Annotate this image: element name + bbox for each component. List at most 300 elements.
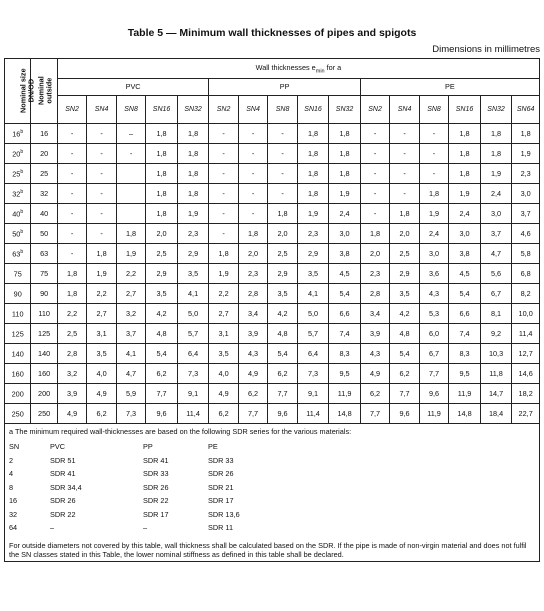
table-row [5,284,540,304]
thickness-cell: 4,0 [87,364,116,384]
thickness-cell: 2,9 [297,244,329,264]
thickness-cell: 1,8 [177,124,209,144]
nominal-size-cell: 20$^b$ [5,144,31,164]
wall-thickness-table [4,58,540,562]
thickness-cell: 1,8 [449,124,481,144]
thickness-cell: 2,2 [57,304,86,324]
outside-diameter-cell: 250 [31,404,57,424]
sdr-row [9,521,288,535]
thickness-cell: 2,9 [146,264,178,284]
sn-header-pe-sn16: SN16 [449,95,481,123]
thickness-cell: 2,3 [297,224,329,244]
thickness-cell: 1,8 [297,144,329,164]
sn-header-pp-sn4: SN4 [238,95,267,123]
nominal-size-cell: 16$^b$ [5,124,31,144]
thickness-cell: 3,5 [87,344,116,364]
thickness-cell: 6,2 [268,364,297,384]
thickness-cell: - [87,224,116,244]
thickness-cell: - [57,204,86,224]
table-row [5,164,540,184]
thickness-cell: - [360,164,389,184]
sdr-row [9,454,288,468]
thickness-cell: 11,9 [419,404,448,424]
nominal-size-cell: 50$^b$ [5,224,31,244]
sdr-cell: PE [208,442,218,452]
thickness-cell: 7,7 [268,384,297,404]
thickness-cell: 2,9 [268,264,297,284]
thickness-cell: 1,9 [297,204,329,224]
thickness-cell: 4,8 [390,324,419,344]
nominal-size-cell: 125 [5,324,31,344]
thickness-cell: 4,9 [209,384,238,404]
outside-diameter-cell: 50 [31,224,57,244]
thickness-cell: 1,8 [146,164,178,184]
thickness-cell: 1,8 [449,164,481,184]
table-row [5,304,540,324]
thickness-cell: 2,3 [238,264,267,284]
sn-header-pp-sn8: SN8 [268,95,297,123]
sdr-row [9,508,288,522]
thickness-cell: 1,8 [390,204,419,224]
sdr-cell: 16 [9,496,18,506]
thickness-cell: 1,9 [419,204,448,224]
nominal-size-cell: 140 [5,344,31,364]
thickness-cell: 2,4 [329,204,361,224]
thickness-cell: 9,5 [329,364,361,384]
thickness-cell: - [87,204,116,224]
thickness-cell: - [268,124,297,144]
thickness-cell: 6,2 [360,384,389,404]
thickness-cell: - [419,144,448,164]
thickness-cell: 4,7 [116,364,145,384]
thickness-cell: 3,4 [238,304,267,324]
footnote-a: a The minimum required wall-thicknesses are based on the following SDR series for the various materials: [9,427,352,436]
sdr-cell: SDR 33 [208,455,234,465]
sdr-cell: – [143,523,148,533]
outside-diameter-cell: 40 [31,204,57,224]
thickness-cell: 5,0 [297,304,329,324]
thickness-cell: 5,0 [177,304,209,324]
thickness-cell [116,204,145,224]
thickness-cell: 9,2 [480,324,512,344]
thickness-cell: 2,0 [360,244,389,264]
thickness-cell: 5,7 [297,324,329,344]
thickness-cell: 1,9 [329,184,361,204]
thickness-cell: 11,9 [329,384,361,404]
thickness-cell: 1,8 [480,144,512,164]
thickness-cell: - [57,164,86,184]
thickness-cell: - [87,144,116,164]
thickness-cell: - [238,184,267,204]
sdr-cell: SDR 17 [143,509,169,519]
thickness-cell: 8,1 [480,304,512,324]
thickness-cell: 2,8 [238,284,267,304]
thickness-cell: 11,9 [449,384,481,404]
thickness-cell: 1,8 [419,184,448,204]
table-body [5,124,540,424]
thickness-cell: 4,1 [297,284,329,304]
thickness-cell: 9,1 [297,384,329,404]
thickness-cell: 3,0 [449,224,481,244]
thickness-cell: 7,7 [238,404,267,424]
footnote-text: For outside diameters not covered by this table, wall thickness shall be calculated based on the SDR. If the pipe is made of non-virgin material and does not fulfil the SN classes stated in this Table, the lower nominal stiffness as defined in this table shall be declared. [9,540,527,559]
thickness-cell: 4,9 [87,384,116,404]
sdr-cell: 2 [9,455,14,465]
thickness-cell: - [209,224,238,244]
thickness-cell: – [116,124,145,144]
thickness-cell: - [268,164,297,184]
thickness-cell: 5,4 [268,344,297,364]
sn-header-pvc-sn32: SN32 [177,95,209,123]
thickness-cell: - [419,164,448,184]
thickness-cell: 1,8 [146,204,178,224]
thickness-cell: 1,9 [512,144,540,164]
sn-header-pe-sn8: SN8 [419,95,448,123]
thickness-cell: 2,8 [360,284,389,304]
nominal-size-cell: 200 [5,384,31,404]
thickness-cell: 5,3 [419,304,448,324]
thickness-cell: 9,6 [146,404,178,424]
nominal-size-cell: 32$^b$ [5,184,31,204]
thickness-cell: 5,4 [449,284,481,304]
sdr-cell: 4 [9,469,14,479]
nominal-size-cell: 75 [5,264,31,284]
thickness-cell: 5,4 [146,344,178,364]
thickness-cell: 11,4 [297,404,329,424]
nominal-outside-header: Nominal outside [31,59,57,124]
thickness-cell: 4,7 [480,244,512,264]
thickness-cell: 1,8 [116,224,145,244]
thickness-cell: 3,9 [57,384,86,404]
thickness-cell: 5,8 [512,244,540,264]
sdr-series-table [9,440,288,535]
sdr-cell: SDR 13,6 [208,509,240,519]
thickness-cell: 7,7 [419,364,448,384]
thickness-cell: 11,4 [177,404,209,424]
thickness-cell: 11,8 [480,364,512,384]
thickness-cell: 1,8 [177,184,209,204]
material-header-pvc: PVC [57,78,208,95]
sn-header-pe-sn4: SN4 [390,95,419,123]
thickness-cell: 1,9 [87,264,116,284]
table-row [5,344,540,364]
thickness-cell: 22,7 [512,404,540,424]
thickness-cell: 1,8 [329,124,361,144]
sn-header-pvc-sn2: SN2 [57,95,86,123]
thickness-cell: 2,3 [360,264,389,284]
thickness-cell: 3,2 [116,304,145,324]
outside-diameter-cell: 25 [31,164,57,184]
outside-diameter-cell: 125 [31,324,57,344]
thickness-cell: 3,8 [329,244,361,264]
wall-thickness-header: Wall thicknesses $e_{min}$ for a [57,59,539,79]
sdr-cell: SDR 17 [208,496,234,506]
thickness-cell: 2,5 [390,244,419,264]
sdr-cell: SDR 21 [208,482,234,492]
thickness-cell: 8,3 [329,344,361,364]
thickness-cell: 2,8 [57,344,86,364]
thickness-cell: 1,9 [116,244,145,264]
thickness-cell: 1,8 [57,284,86,304]
thickness-cell: 18,4 [480,404,512,424]
thickness-cell: 6,7 [419,344,448,364]
thickness-cell: - [57,144,86,164]
sdr-row [9,481,288,495]
thickness-cell: 2,4 [449,204,481,224]
thickness-cell: 3,0 [512,184,540,204]
nominal-size-cell: 40$^b$ [5,204,31,224]
thickness-cell: 18,2 [512,384,540,404]
table-row [5,264,540,284]
thickness-cell: 1,8 [209,244,238,264]
thickness-cell: 2,5 [146,244,178,264]
table-row [5,204,540,224]
thickness-cell: 2,9 [390,264,419,284]
thickness-cell: 4,5 [329,264,361,284]
thickness-cell: 4,8 [268,324,297,344]
sdr-cell: SDR 26 [208,469,234,479]
thickness-cell: 2,3 [512,164,540,184]
thickness-cell: 1,8 [146,184,178,204]
sdr-cell: PVC [50,442,66,452]
thickness-cell: 3,0 [419,244,448,264]
thickness-cell: 1,8 [177,164,209,184]
thickness-cell: - [419,124,448,144]
thickness-cell: 1,9 [209,264,238,284]
thickness-cell: - [390,124,419,144]
sdr-cell: 32 [9,509,18,519]
sdr-cell: SDR 11 [208,523,234,533]
thickness-cell: 3,4 [360,304,389,324]
thickness-cell: - [209,164,238,184]
thickness-cell: - [268,184,297,204]
thickness-cell: 3,7 [480,224,512,244]
thickness-cell: 10,0 [512,304,540,324]
nominal-size-cell: 25$^b$ [5,164,31,184]
thickness-cell: 3,9 [238,324,267,344]
thickness-cell: 9,6 [419,384,448,404]
thickness-cell: 2,5 [268,244,297,264]
sn-header-pe-sn64: SN64 [512,95,540,123]
sdr-cell: SDR 34,4 [50,482,82,492]
thickness-cell: 1,8 [297,164,329,184]
thickness-cell: 4,1 [116,344,145,364]
thickness-cell: 2,4 [480,184,512,204]
thickness-cell: 7,4 [449,324,481,344]
thickness-cell: 2,2 [116,264,145,284]
thickness-cell: 8,3 [449,344,481,364]
table-title: Table 5 — Minimum wall thicknesses of pipes and spigots [127,27,417,39]
thickness-cell: 2,7 [87,304,116,324]
thickness-cell: 4,9 [360,364,389,384]
thickness-cell: 6,2 [87,404,116,424]
sdr-cell: 8 [9,482,14,492]
thickness-cell: 7,7 [390,384,419,404]
thickness-cell: 4,3 [360,344,389,364]
thickness-cell: 4,2 [268,304,297,324]
thickness-cell: 9,6 [268,404,297,424]
table-row [5,404,540,424]
thickness-cell: 2,0 [238,244,267,264]
table-notes [5,424,540,562]
thickness-cell: 2,7 [209,304,238,324]
thickness-cell: - [209,184,238,204]
thickness-cell: 4,6 [512,224,540,244]
thickness-cell: 7,7 [360,404,389,424]
thickness-cell: 2,4 [419,224,448,244]
thickness-cell: 2,0 [146,224,178,244]
sn-header-pe-sn2: SN2 [360,95,389,123]
thickness-cell: 6,2 [238,384,267,404]
thickness-cell: 7,3 [177,364,209,384]
thickness-cell: - [390,164,419,184]
thickness-cell: 3,8 [449,244,481,264]
thickness-cell: 2,9 [177,244,209,264]
thickness-cell: 4,3 [238,344,267,364]
thickness-cell: 6,4 [297,344,329,364]
sdr-cell: SDR 26 [50,496,76,506]
table-row [5,124,540,144]
sn-header-pp-sn16: SN16 [297,95,329,123]
thickness-cell: 6,7 [480,284,512,304]
thickness-cell: - [360,124,389,144]
thickness-cell: 14,6 [512,364,540,384]
sdr-cell: SDR 51 [50,455,76,465]
thickness-cell: 1,9 [480,164,512,184]
thickness-cell: - [238,164,267,184]
sdr-cell: SDR 22 [143,496,169,506]
thickness-cell: 14,8 [329,404,361,424]
thickness-cell: - [87,164,116,184]
thickness-cell: 3,9 [360,324,389,344]
thickness-cell: 6,6 [449,304,481,324]
thickness-cell: 2,0 [268,224,297,244]
thickness-cell: 1,8 [146,144,178,164]
thickness-cell: - [238,204,267,224]
outside-diameter-cell: 32 [31,184,57,204]
thickness-cell: 4,9 [57,404,86,424]
thickness-cell: 3,5 [268,284,297,304]
thickness-cell: 3,5 [146,284,178,304]
thickness-cell [116,164,145,184]
outside-diameter-cell: 110 [31,304,57,324]
thickness-cell: 5,4 [329,284,361,304]
thickness-cell: - [209,124,238,144]
thickness-cell: 4,3 [419,284,448,304]
thickness-cell: - [57,184,86,204]
thickness-cell: - [57,124,86,144]
sn-header-pp-sn32: SN32 [329,95,361,123]
thickness-cell: 4,1 [177,284,209,304]
thickness-cell: - [360,184,389,204]
thickness-cell: 7,3 [116,404,145,424]
thickness-cell: 2,3 [177,224,209,244]
nominal-size-cell: 63$^b$ [5,244,31,264]
thickness-cell: 1,8 [449,144,481,164]
sn-header-pvc-sn4: SN4 [87,95,116,123]
thickness-cell: 5,6 [480,264,512,284]
thickness-cell: 3,7 [116,324,145,344]
thickness-cell: - [209,204,238,224]
thickness-cell: 2,7 [116,284,145,304]
nominal-size-cell: 160 [5,364,31,384]
thickness-cell: 1,8 [297,124,329,144]
thickness-cell: 14,8 [449,404,481,424]
thickness-cell: 9,1 [177,384,209,404]
thickness-cell: 11,4 [512,324,540,344]
sdr-cell: SDR 41 [143,455,169,465]
thickness-cell: 6,2 [146,364,178,384]
thickness-cell: - [57,244,86,264]
thickness-cell: 1,8 [512,124,540,144]
thickness-cell: 8,2 [512,284,540,304]
thickness-cell: 1,8 [360,224,389,244]
thickness-cell: - [360,204,389,224]
thickness-cell: 2,0 [390,224,419,244]
thickness-cell: 1,8 [480,124,512,144]
thickness-cell: 2,2 [209,284,238,304]
outside-diameter-cell: 75 [31,264,57,284]
sdr-cell: – [50,523,55,533]
thickness-cell: 14,7 [480,384,512,404]
nominal-size-header: Nominal size DN/OD [5,59,31,124]
thickness-cell: - [390,184,419,204]
thickness-cell: 4,5 [449,264,481,284]
thickness-cell: - [238,144,267,164]
sdr-cell: 64 [9,523,18,533]
sdr-cell: SDR 26 [143,482,169,492]
material-header-pe: PE [360,78,539,95]
dimensions-note: Dimensions in millimetres [432,44,540,55]
thickness-cell: 3,1 [209,324,238,344]
thickness-cell: 9,6 [390,404,419,424]
thickness-cell: 2,5 [57,324,86,344]
thickness-cell: 1,9 [449,184,481,204]
sdr-cell: SDR 33 [143,469,169,479]
table-row [5,224,540,244]
table-row [5,364,540,384]
nominal-size-cell: 250 [5,404,31,424]
thickness-cell: 7,4 [329,324,361,344]
thickness-cell: 1,8 [268,204,297,224]
table-row [5,324,540,344]
thickness-cell: 4,9 [238,364,267,384]
thickness-cell: 6,0 [419,324,448,344]
thickness-cell: - [360,144,389,164]
thickness-cell: 1,8 [297,184,329,204]
thickness-cell [116,184,145,204]
thickness-cell: 1,8 [329,144,361,164]
sdr-cell: SDR 41 [50,469,76,479]
thickness-cell: 6,8 [512,264,540,284]
thickness-cell: 9,5 [449,364,481,384]
thickness-cell: 1,8 [329,164,361,184]
thickness-cell: 1,8 [146,124,178,144]
thickness-cell: 1,8 [238,224,267,244]
thickness-cell: 6,2 [209,404,238,424]
sn-class-row [5,95,540,123]
thickness-cell: 5,7 [177,324,209,344]
thickness-cell: 3,6 [419,264,448,284]
outside-diameter-cell: 63 [31,244,57,264]
sdr-header-row [9,440,288,454]
thickness-cell: 4,2 [390,304,419,324]
thickness-cell: 6,4 [177,344,209,364]
thickness-cell: 6,2 [390,364,419,384]
thickness-cell: 7,7 [146,384,178,404]
sdr-cell: PP [143,442,153,452]
sn-header-pvc-sn16: SN16 [146,95,178,123]
